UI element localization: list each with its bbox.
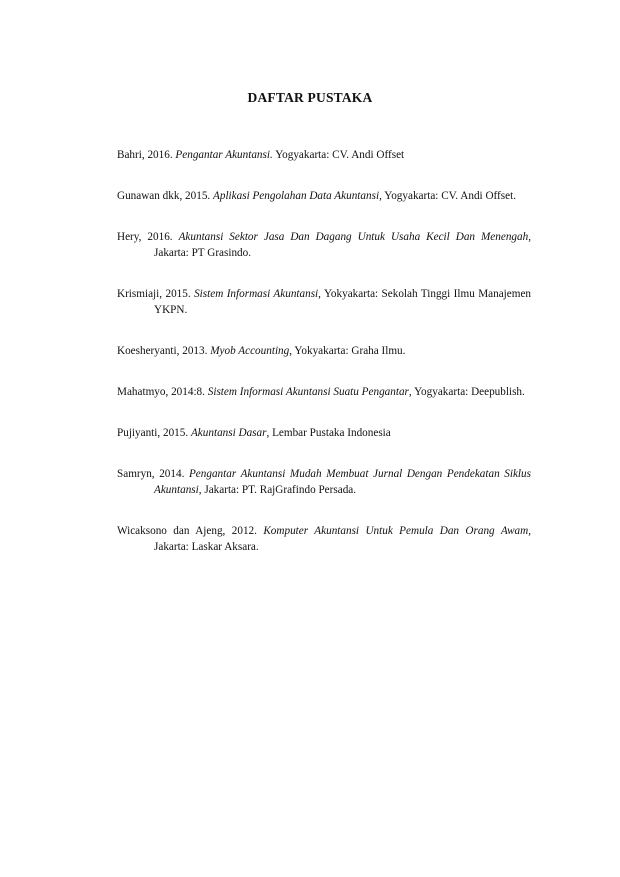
reference-item	[117, 147, 531, 163]
reference-title: Akuntansi Sektor Jasa Dan Dagang Untuk Usaha Kecil Dan Menengah	[178, 231, 529, 243]
reference-author: Mahatmyo, 2014:8.	[117, 386, 205, 398]
reference-item	[117, 384, 531, 400]
reference-item	[117, 343, 531, 359]
reference-publisher: , Yogyakarta: CV. Andi Offset.	[379, 190, 517, 202]
reference-publisher: , Jakarta: Laskar Aksara.	[154, 525, 531, 553]
reference-publisher: , Yokyakarta: Sekolah Tinggi Ilmu Manajemen YKPN.	[154, 288, 532, 316]
reference-item	[117, 523, 531, 555]
reference-author: Krismiaji, 2015.	[117, 288, 191, 300]
reference-author: Bahri, 2016.	[117, 149, 173, 161]
reference-item	[117, 286, 531, 318]
reference-publisher: , Lembar Pustaka Indonesia	[266, 427, 391, 439]
reference-title: Myob Accounting	[210, 345, 290, 357]
reference-title: Sistem Informasi Akuntansi Suatu Pengantar	[207, 386, 409, 398]
reference-author: Pujiyanti, 2015.	[117, 427, 189, 439]
reference-title: Sistem Informasi Akuntansi	[194, 288, 319, 300]
reference-list	[117, 147, 531, 580]
reference-item	[117, 466, 531, 498]
reference-author: Koesheryanti, 2013.	[117, 345, 208, 357]
reference-author: Hery, 2016.	[117, 231, 173, 243]
reference-title: Pengantar Akuntansi.	[175, 149, 273, 161]
reference-title: Pengantar Akuntansi Mudah Membuat Jurnal Dengan Pendekatan Siklus Akuntansi	[154, 468, 531, 496]
page-title: DAFTAR PUSTAKA	[247, 90, 373, 105]
reference-publisher: , Jakarta: PT. RajGrafindo Persada.	[198, 484, 357, 496]
reference-publisher: , Jakarta: PT Grasindo.	[154, 231, 532, 259]
reference-title: Aplikasi Pengolahan Data Akuntansi	[213, 190, 380, 202]
reference-author: Samryn, 2014.	[117, 468, 185, 480]
reference-title: Akuntansi Dasar	[190, 427, 267, 439]
reference-item	[117, 188, 531, 204]
reference-title: Komputer Akuntansi Untuk Pemula Dan Orang Awam	[263, 525, 529, 537]
reference-author: Gunawan dkk, 2015.	[117, 190, 211, 202]
reference-item	[117, 425, 531, 441]
reference-publisher: , Yokyakarta: Graha Ilmu.	[289, 345, 406, 357]
reference-publisher: , Yogyakarta: Deepublish.	[408, 386, 525, 398]
reference-publisher: Yogyakarta: CV. Andi Offset	[275, 149, 405, 161]
reference-author: Wicaksono dan Ajeng, 2012.	[117, 525, 257, 537]
reference-item	[117, 229, 531, 261]
